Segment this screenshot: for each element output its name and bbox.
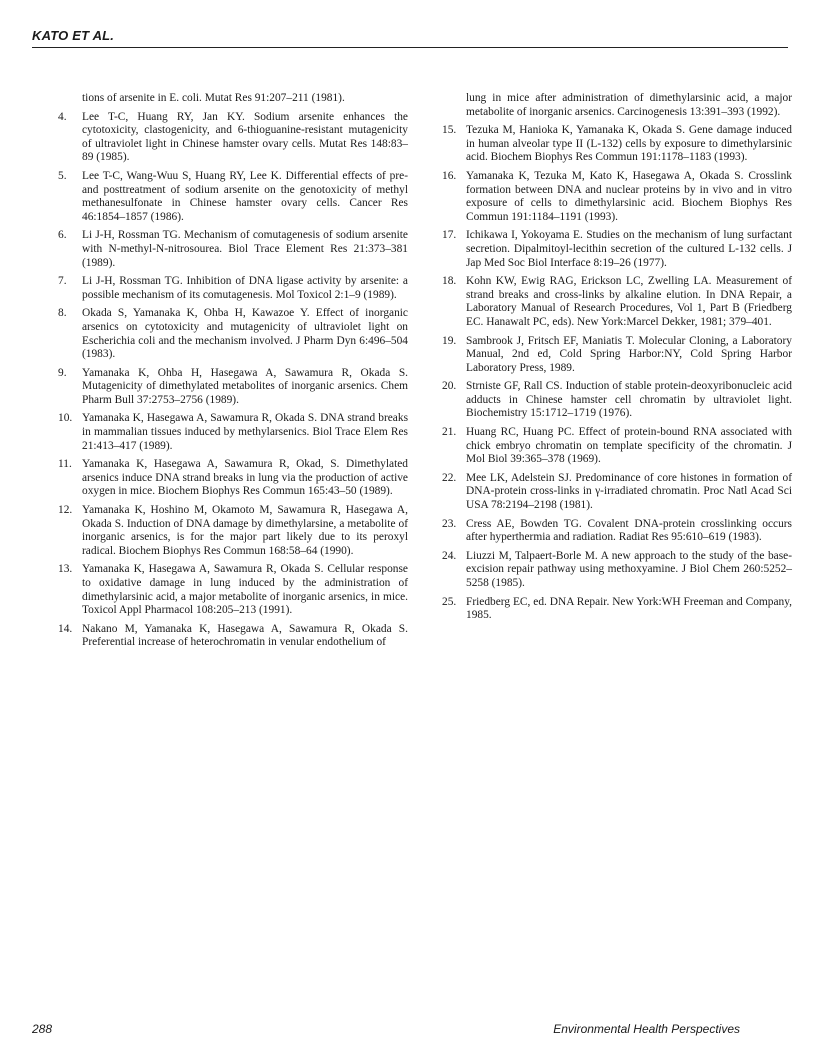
- reference-item: [58, 412, 408, 453]
- reference-item: [442, 170, 792, 224]
- reference-text: Liuzzi M, Talpaert-Borle M. A new approach to the study of the base-excision repair pathway using methoxyamine. J Biol Chem 260:5252–5258 (1985).: [466, 549, 792, 589]
- reference-item: [58, 563, 408, 617]
- reference-number: 20.: [442, 380, 457, 393]
- reference-number: 14.: [58, 622, 73, 635]
- reference-item: [442, 550, 792, 591]
- reference-number: 4.: [58, 110, 67, 123]
- reference-number: 23.: [442, 517, 457, 530]
- reference-item: [442, 335, 792, 376]
- reference-text: lung in mice after administration of dimethylarsinic acid, a major metabolite of inorganic arsenics. Carcinogenesis 13:391–393 (1992).: [466, 92, 792, 118]
- reference-item: [58, 623, 408, 650]
- reference-text: Li J-H, Rossman TG. Inhibition of DNA ligase activity by arsenite: a possible mechanism of its comutagenesis. Mol Toxicol 2:1–9 (1989).: [82, 275, 408, 301]
- reference-number: 16.: [442, 169, 457, 182]
- reference-number: 5.: [58, 169, 67, 182]
- reference-text: Friedberg EC, ed. DNA Repair. New York:WH Freeman and Company, 1985.: [466, 595, 792, 622]
- reference-text: Nakano M, Yamanaka K, Hasegawa A, Sawamura R, Okada S. Preferential increase of heterochromatin in venular endothelium of: [82, 622, 408, 649]
- reference-number: 15.: [442, 124, 457, 137]
- reference-number: 10.: [58, 412, 73, 425]
- reference-text: Yamanaka K, Hasegawa A, Sawamura R, Okad, S. Dimethylated arsenics induce DNA strand breaks in lung via the production of active oxygen in mice. Biochem Biophys Res Commun 165:43–50 (1989).: [82, 458, 408, 498]
- reference-item: [58, 111, 408, 165]
- reference-text: Okada S, Yamanaka K, Ohba H, Kawazoe Y. Effect of inorganic arsenics on cytotoxicity and mutagenicity of ultraviolet light on Escherichia coli and the mechanism involved. J Pharm Dyn 6:496–504 (1983).: [82, 307, 408, 361]
- reference-number: 22.: [442, 471, 457, 484]
- reference-number: 13.: [58, 563, 73, 576]
- reference-number: 24.: [442, 549, 457, 562]
- reference-text: Lee T-C, Huang RY, Jan KY. Sodium arsenite enhances the cytotoxicity, clastogenicity, and 6-thioguanine-resistant mutagenicity of ultraviolet light in Chinese hamster ovary cells. Mutat Res 148:83–89 (1985).: [82, 110, 408, 164]
- references-left-column: [58, 92, 408, 655]
- reference-number: 25.: [442, 595, 457, 608]
- reference-text: Ichikawa I, Yokoyama E. Studies on the mechanism of lung surfactant secretion. Dipalmitoyl-lecithin secretion of the cultured L-132 cells. J Jap Med Soc Biol Interface 8:19–26 (1977).: [466, 229, 792, 269]
- reference-text: Huang RC, Huang PC. Effect of protein-bound RNA associated with chick embryo chromatin on template specificity of the chromatin. J Mol Biol 39:365–378 (1969).: [466, 426, 792, 466]
- reference-item: [442, 426, 792, 467]
- reference-text: Cress AE, Bowden TG. Covalent DNA-protein crosslinking occurs after hyperthermia and radiation. Radiat Res 95:610–619 (1983).: [466, 517, 792, 544]
- reference-number: 21.: [442, 426, 457, 439]
- running-head: KATO ET AL.: [32, 28, 115, 43]
- reference-text: Strniste GF, Rall CS. Induction of stable protein-deoxyribonucleic acid adducts in Chinese hamster cell chromatin by ultraviolet light. Biochemistry 15:1712–1719 (1976).: [466, 380, 792, 420]
- reference-item: [58, 307, 408, 361]
- reference-text: Yamanaka K, Ohba H, Hasegawa A, Sawamura R, Okada S. Mutagenicity of dimethylated metabolites of inorganic arsenics. Chem Pharm Bull 37:2753–2756 (1989).: [82, 366, 408, 406]
- reference-number: 6.: [58, 229, 67, 242]
- reference-item: [442, 124, 792, 165]
- reference-text: tions of arsenite in E. coli. Mutat Res 91:207–211 (1981).: [82, 92, 345, 104]
- reference-text: Sambrook J, Fritsch EF, Maniatis T. Molecular Cloning, a Laboratory Manual, 2nd ed, Cold Spring Harbor:NY, Cold Spring Harbor Laboratory Press, 1989.: [466, 334, 792, 374]
- reference-item: [58, 367, 408, 408]
- reference-item: [442, 275, 792, 329]
- reference-text: Mee LK, Adelstein SJ. Predominance of core histones in formation of DNA-protein cross-links in γ-irradiated chromatin. Proc Natl Acad Sci USA 78:2194–2198 (1981).: [466, 471, 792, 512]
- reference-number: 9.: [58, 366, 67, 379]
- reference-number: 19.: [442, 334, 457, 347]
- header-rule: [32, 47, 788, 48]
- journal-name: Environmental Health Perspectives: [553, 1022, 740, 1036]
- reference-item: [442, 596, 792, 623]
- reference-item: [58, 229, 408, 270]
- reference-number: 18.: [442, 275, 457, 288]
- page-number: 288: [32, 1022, 53, 1036]
- reference-number: 8.: [58, 307, 67, 320]
- reference-text: Yamanaka K, Hoshino M, Okamoto M, Sawamura R, Hasegawa A, Okada S. Induction of DNA damage by dimethylarsine, a metabolite of inorganic arsenics, is for the major part likely due to its peroxyl radical. Biochem Biophys Res Commun 168:58–64 (1990).: [82, 504, 408, 557]
- reference-item: [58, 275, 408, 302]
- reference-item: [442, 518, 792, 545]
- reference-number: 7.: [58, 275, 67, 288]
- reference-item: [442, 472, 792, 513]
- reference-text: Yamanaka K, Hasegawa A, Sawamura R, Okada S. DNA strand breaks in mammalian tissues induced by methylarsenics. Biol Trace Elem Res 21:413–417 (1989).: [82, 412, 408, 452]
- reference-number: 12.: [58, 504, 73, 517]
- references-right-column: [442, 92, 792, 628]
- reference-text: Lee T-C, Wang-Wuu S, Huang RY, Lee K. Differential effects of pre- and posttreatment of sodium arsenite on the genotoxicity of methyl methanesulfonate in Chinese hamster ovary cells. Cancer Res 46:1854–1857 (1986).: [82, 169, 408, 223]
- reference-item: [442, 92, 792, 119]
- reference-text: Kohn KW, Ewig RAG, Erickson LC, Zwelling LA. Measurement of strand breaks and cross-links by alkaline elution. In DNA Repair, a Laboratory Manual of Research Procedures, Vol 1, Part B (Friedberg EC. Hanawalt PC, eds). New York:Marcel Dekker, 1981; 379–401.: [466, 275, 792, 328]
- reference-item: [58, 92, 408, 106]
- reference-number: 17.: [442, 229, 457, 242]
- reference-item: [58, 504, 408, 558]
- reference-item: [442, 380, 792, 421]
- reference-number: 11.: [58, 458, 72, 471]
- reference-item: [58, 458, 408, 499]
- reference-text: Yamanaka K, Tezuka M, Kato K, Hasegawa A, Okada S. Crosslink formation between DNA and nuclear proteins by in vivo and in vitro exposure of cells to dimethylarsinic acid. Biochem Biophys Res Commun 191:1184–1191 (1993).: [466, 169, 792, 223]
- reference-text: Tezuka M, Hanioka K, Yamanaka K, Okada S. Gene damage induced in human alveolar type II (L-132) cells by exposure to dimethylarsinic acid. Biochem Biophys Res Commun 191:1178–1183 (1993).: [466, 124, 792, 164]
- reference-item: [58, 170, 408, 224]
- reference-item: [442, 229, 792, 270]
- reference-text: Li J-H, Rossman TG. Mechanism of comutagenesis of sodium arsenite with N-methyl-N-nitrosourea. Biol Trace Element Res 21:373–381 (1989).: [82, 229, 408, 269]
- reference-text: Yamanaka K, Hasegawa A, Sawamura R, Okada S. Cellular response to oxidative damage in lung induced by the administration of dimethylarsinic acid, a major metabolite of inorganic arsenics, in mice. Toxicol Appl Pharmacol 108:205–213 (1991).: [82, 563, 408, 617]
